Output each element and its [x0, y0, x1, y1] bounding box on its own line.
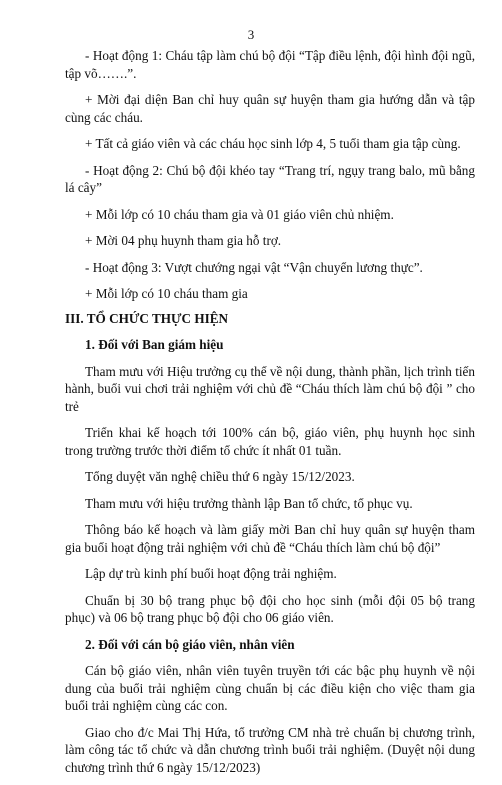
subsection-heading-2: 2. Đối với cán bộ giáo viên, nhân viên — [85, 636, 295, 652]
activity-2-detail-2: + Mời 04 phụ huynh tham gia hỗ trợ. — [85, 233, 282, 248]
activity-1-detail-2: + Tất cả giáo viên và các cháu học sinh lớp 4, 5 tuổi tham gia tập cùng. — [85, 136, 461, 151]
activity-1-paragraph: - Hoạt động 1: Cháu tập làm chú bộ đội “Tập điều lệnh, đội hình đội ngũ, tập võ…….”. — [65, 48, 475, 81]
activity-2-detail-1: + Mỗi lớp có 10 cháu tham gia và 01 giáo viên chủ nhiệm. — [85, 206, 394, 222]
bgh-task-4: Tham mưu với hiệu trưởng thành lập Ban tổ chức, tổ phục vụ. — [85, 495, 413, 511]
section-heading-iii: III. TỔ CHỨC THỰC HIỆN — [65, 310, 229, 326]
bgh-task-1: Tham mưu với Hiệu trưởng cụ thể về nội dung, thành phần, lịch trình tiến hành, buổi vui chơi trải nghiệm với chủ đề “Cháu thích làm chú bộ đội ” cho trẻ — [65, 363, 475, 414]
document-body — [65, 47, 475, 785]
bgh-task-2: Triển khai kế hoạch tới 100% cán bộ, giáo viên, phụ huynh học sinh trong trường trước thời điểm tổ chức ít nhất 01 tuần. — [65, 425, 475, 458]
activity-3-detail-1: + Mỗi lớp có 10 cháu tham gia — [85, 286, 248, 301]
staff-task-2: Giao cho đ/c Mai Thị Hứa, tổ trưởng CM nhà trẻ chuẩn bị chương trình, làm công tác tổ chức và dẫn chương trình buổi trải nghiệm. (Duyệt nội dung chương trình thứ 6 ngày 15/12/2023) — [65, 724, 475, 775]
activity-1-detail-1: + Mời đại diện Ban chỉ huy quân sự huyện tham gia hướng dẫn và tập cùng các cháu. — [65, 92, 475, 125]
bgh-task-5: Thông báo kế hoạch và làm giấy mời Ban chỉ huy quân sự huyện tham gia buổi hoạt động trải nghiệm với chủ đề “Cháu thích làm chú bộ đội” — [65, 522, 475, 555]
staff-task-1: Cán bộ giáo viên, nhân viên tuyên truyền tới các bậc phụ huynh về nội dung của buổi trải nghiệm cùng chuẩn bị các điều kiện cho việc tham gia buổi trải nghiệm cùng các con. — [65, 663, 475, 713]
subsection-heading-1: 1. Đối với Ban giám hiệu — [85, 337, 224, 352]
activity-2-paragraph: - Hoạt động 2: Chú bộ đội khéo tay “Trang trí, ngụy trang balo, mũ bằng lá cây” — [65, 162, 475, 195]
bgh-task-3: Tổng duyệt văn nghệ chiều thứ 6 ngày 15/12/2023. — [85, 469, 355, 484]
bgh-task-7: Chuẩn bị 30 bộ trang phục bộ đội cho học sinh (mỗi đội 05 bộ trang phục) và 06 bộ trang phục bộ đội cho 06 giáo viên. — [65, 592, 475, 625]
bgh-task-6: Lập dự trù kinh phí buổi hoạt động trải nghiệm. — [85, 566, 337, 581]
activity-3-paragraph: - Hoạt động 3: Vượt chướng ngại vật “Vận chuyển lương thực”. — [85, 259, 423, 275]
page-number: 3 — [247, 27, 255, 42]
